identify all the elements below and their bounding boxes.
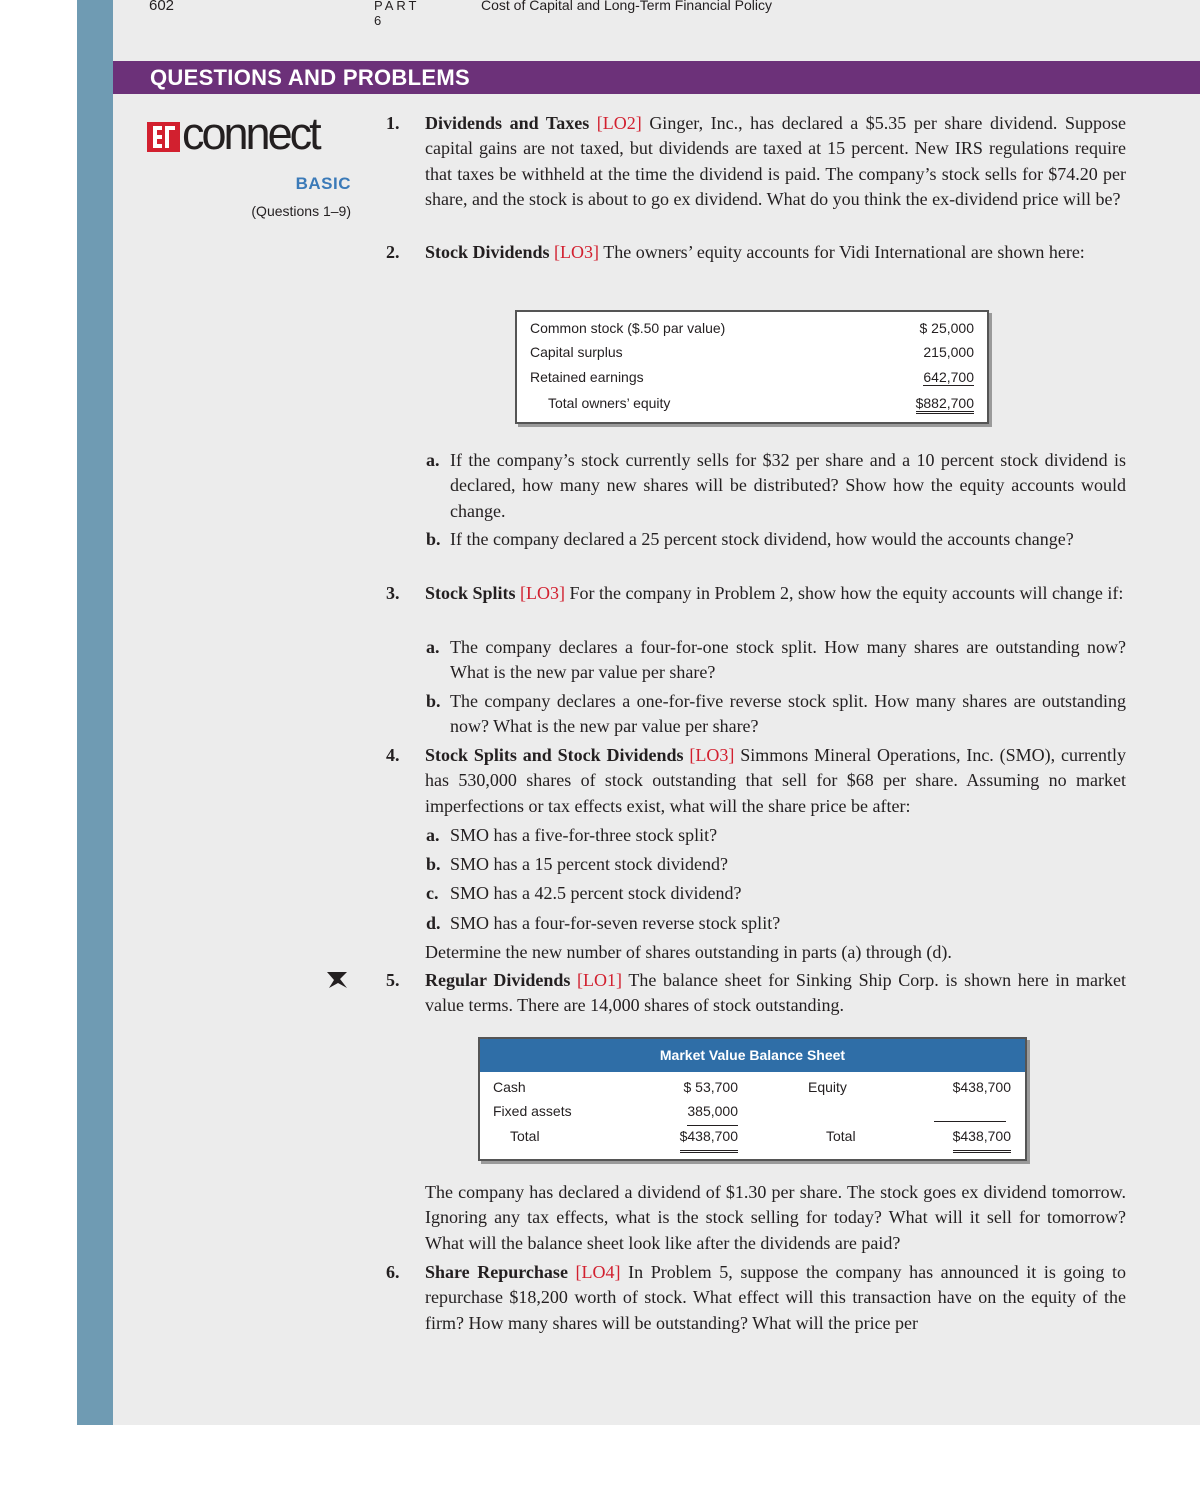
problem-number: 3.	[386, 583, 400, 603]
part-label: d.	[426, 913, 441, 933]
row-label: Retained earnings	[530, 369, 644, 385]
logo-mark-icon	[147, 122, 180, 152]
part-text: SMO has a four-for-seven reverse stock split?	[450, 913, 781, 933]
part-label: PART 6	[374, 0, 420, 28]
part-text: The company declares a four-for-one stock split. How many shares are outstanding now? What is the new par value per share?	[450, 637, 1126, 683]
problem-text: The owners’ equity accounts for Vidi International are shown here:	[603, 242, 1085, 262]
problem-3	[425, 581, 1126, 606]
page-number: 602	[149, 0, 175, 14]
problem-number: 4.	[386, 745, 400, 765]
table-row-total	[530, 395, 974, 417]
problem-5	[425, 968, 1126, 1019]
part-text: SMO has a 42.5 percent stock dividend?	[450, 883, 742, 903]
problem-number: 1.	[386, 113, 400, 133]
problem-text: In Problem 5, suppose the company has announced it is going to repurchase $18,200 worth of stock. What effect will this transaction have on the equity of the firm? How many shares will be outstanding? What will the price per	[425, 1262, 1127, 1333]
logo-text: connect	[182, 108, 319, 159]
part-text: If the company declared a 25 percent stock dividend, how would the accounts change?	[450, 529, 1074, 549]
equity-label: Equity	[808, 1079, 847, 1095]
table-row	[530, 320, 974, 342]
row-label: Common stock ($.50 par value)	[530, 320, 726, 336]
cash-label: Cash	[493, 1079, 526, 1095]
learning-objective-tag: [LO3]	[554, 242, 600, 262]
total-left-value: $438,700	[680, 1128, 738, 1153]
problem-text: Ginger, Inc., has declared a $5.35 per share dividend. Suppose capital gains are not taxed, but dividends are taxed at 15 percent. New IRS regulations require that taxes be withheld at the time the dividend is paid. The company’s stock sells for $74.20 per share, and the stock is about to go ex dividend. What do you think the ex-dividend price will be?	[425, 113, 1127, 209]
learning-objective-tag: [LO4]	[575, 1262, 621, 1282]
part-text: SMO has a 15 percent stock dividend?	[450, 854, 728, 874]
equity-accounts-table	[515, 310, 989, 424]
part-label: b.	[426, 691, 441, 711]
total-left-label: Total	[510, 1128, 540, 1144]
problem-title: Stock Splits	[425, 583, 516, 603]
problem-number: 5.	[386, 970, 400, 990]
part-label: a.	[426, 450, 440, 470]
table-row	[530, 344, 974, 366]
total-right-value: $438,700	[953, 1128, 1011, 1153]
row-value: 642,700	[923, 369, 974, 385]
learning-objective-tag: [LO3]	[520, 583, 566, 603]
chapter-title: Cost of Capital and Long-Term Financial Policy	[481, 0, 773, 13]
problem-title: Stock Splits and Stock Dividends	[425, 745, 684, 765]
learning-objective-tag: [LO3]	[689, 745, 735, 765]
problem-1	[425, 111, 1126, 212]
problem-number: 6.	[386, 1262, 400, 1282]
section-title: QUESTIONS AND PROBLEMS	[150, 65, 470, 90]
row-label: Capital surplus	[530, 344, 623, 360]
fixed-assets-label: Fixed assets	[493, 1103, 572, 1119]
equity-column-rule	[934, 1121, 1006, 1122]
part-text: SMO has a five-for-three stock split?	[450, 825, 718, 845]
fixed-assets-value: 385,000	[687, 1103, 738, 1126]
problem-2	[425, 240, 1126, 265]
row-value: $ 25,000	[919, 320, 974, 336]
problem-closing-text: Determine the new number of shares outstanding in parts (a) through (d).	[425, 942, 952, 962]
table-row	[530, 369, 974, 391]
problem-text: The balance sheet for Sinking Ship Corp. is shown here in market value terms. There are 14,000 shares of stock outstanding.	[425, 970, 1127, 1016]
total-right-label: Total	[826, 1128, 856, 1144]
part-text: If the company’s stock currently sells for $32 per share and a 10 percent stock dividend is declared, how many new shares will be distributed? Show how the equity accounts would change.	[450, 450, 1126, 521]
cash-value: $ 53,700	[683, 1079, 738, 1095]
difficulty-level: BASIC	[295, 174, 351, 193]
learning-objective-tag: [LO2]	[596, 113, 642, 133]
connect-logo	[147, 108, 357, 162]
row-value: 215,000	[923, 344, 974, 360]
table-title: Market Value Balance Sheet	[480, 1039, 1025, 1072]
problem-title: Dividends and Taxes	[425, 113, 590, 133]
problem-text: For the company in Problem 2, show how the equity accounts will change if:	[569, 583, 1124, 603]
problem-title: Stock Dividends	[425, 242, 550, 262]
side-color-strip	[77, 0, 113, 1425]
question-range: (Questions 1–9)	[251, 203, 351, 219]
learning-objective-tag: [LO1]	[577, 970, 623, 990]
problem-5-followup: The company has declared a dividend of $1.30 per share. The stock goes ex dividend tomorrow. Ignoring any tax effects, what is the stock selling for today? What will it sell for tomorrow? What will the balance sheet look like after the dividends are paid?	[425, 1182, 1126, 1253]
section-bar	[113, 61, 1200, 94]
logo-mark-box	[147, 122, 180, 152]
part-label: b.	[426, 529, 441, 549]
part-label: b.	[426, 854, 441, 874]
part-label: c.	[426, 883, 439, 903]
problem-text: Simmons Mineral Operations, Inc. (SMO), currently has 530,000 shares of stock outstanding that sell for $68 per share. Assuming no market imperfections or tax effects exist, what will the share price be after:	[425, 745, 1127, 816]
problem-title: Share Repurchase	[425, 1262, 568, 1282]
problem-4	[425, 743, 1126, 819]
problem-number: 2.	[386, 242, 400, 262]
part-label: a.	[426, 637, 440, 657]
problem-title: Regular Dividends	[425, 970, 571, 990]
row-value: $882,700	[916, 395, 974, 414]
equity-value: $438,700	[952, 1079, 1011, 1095]
problem-6	[425, 1260, 1126, 1336]
market-value-balance-sheet	[478, 1037, 1027, 1161]
part-text: The company declares a one-for-five reverse stock split. How many shares are outstanding now? What is the new par value per share?	[450, 691, 1126, 737]
row-label: Total owners’ equity	[548, 395, 671, 411]
challenge-star-icon	[325, 970, 349, 990]
part-label: a.	[426, 825, 440, 845]
